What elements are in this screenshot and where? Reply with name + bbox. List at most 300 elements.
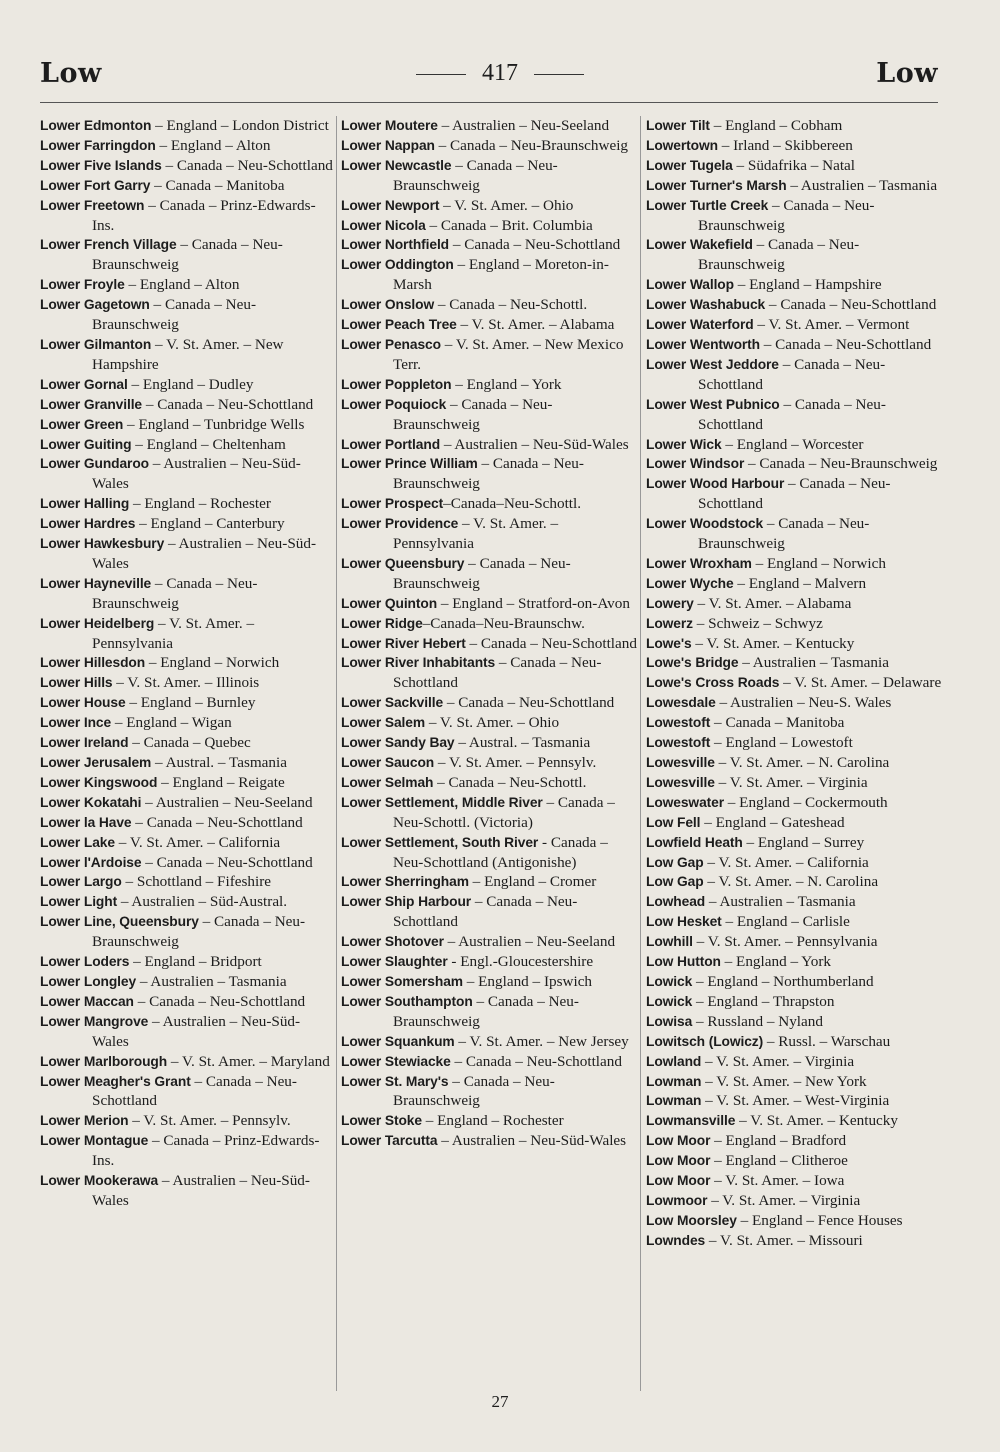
gazetteer-entry (40, 375, 336, 395)
gazetteer-entry (646, 1231, 942, 1251)
place-name: Lowitsch (Lowicz) (646, 1033, 764, 1049)
gazetteer-entry (646, 833, 942, 853)
gazetteer-entry (646, 1072, 942, 1092)
gazetteer-entry (341, 235, 637, 255)
place-name: Lower Ship Harbour (341, 894, 472, 910)
place-location: – England – Clitheroe (710, 1152, 848, 1170)
place-name: Lower Penasco (341, 336, 441, 352)
gazetteer-entry (341, 1072, 637, 1112)
gazetteer-entry (40, 136, 336, 156)
place-location: – England – Canterbury (135, 515, 285, 533)
place-name: Lower Settlement, Middle River (341, 794, 543, 810)
place-name: Lower Tarcutta (341, 1133, 438, 1149)
gazetteer-entry (646, 116, 942, 136)
gazetteer-entry (40, 494, 336, 514)
gazetteer-entry (341, 733, 637, 753)
gazetteer-entry (40, 176, 336, 196)
place-location: – Australien – Tasmania (738, 654, 889, 672)
gazetteer-entry (646, 1032, 942, 1052)
gazetteer-entry (40, 992, 336, 1012)
place-name: Lowesville (646, 774, 715, 790)
place-location: – England – Burnley (125, 694, 256, 712)
running-head-left: Low (40, 58, 102, 89)
place-name: Lower Onslow (341, 297, 435, 313)
gazetteer-entry (341, 1032, 637, 1052)
place-name: Lower Wyche (646, 575, 734, 591)
gazetteer-entry (646, 1191, 942, 1211)
place-name: Lower Slaughter (341, 954, 448, 970)
place-location: – V. St. Amer. – Pennsylvania (692, 933, 878, 951)
gazetteer-entry (40, 275, 336, 295)
place-location: – Canada – Neu-Schottl. (434, 296, 588, 314)
column-3 (646, 116, 942, 1251)
place-name: Lowick (646, 973, 693, 989)
column-divider (640, 116, 641, 1391)
place-location: – Canada – Neu-Schottl. (Victoria) (393, 793, 615, 831)
gazetteer-entry (40, 335, 336, 375)
gazetteer-entry (646, 335, 942, 355)
gazetteer-entry (40, 235, 336, 275)
gazetteer-entry (341, 514, 637, 554)
gazetteer-entry (40, 295, 336, 335)
place-location: – V. St. Amer. – Ohio (425, 714, 560, 732)
gazetteer-entry (40, 1072, 336, 1112)
place-name: Lower Gilmanton (40, 336, 152, 352)
gazetteer-entry (40, 156, 336, 176)
place-location: – Canada – Neu-Braunschweig (434, 136, 629, 154)
place-name: Lower Turner's Marsh (646, 177, 787, 193)
gazetteer-entry (341, 833, 637, 873)
place-location: – Australien – Neu-Seeland (443, 933, 616, 951)
gazetteer-entry (40, 872, 336, 892)
gazetteer-entry (646, 395, 942, 435)
place-name: Lower Nappan (341, 137, 435, 153)
place-location: – Austral. – Tasmania (151, 754, 287, 771)
place-location: – V. St. Amer. – Pennsylv. (434, 754, 597, 771)
place-name: Lower Fort Garry (40, 177, 151, 193)
gazetteer-entry (646, 713, 942, 733)
place-location: – Canada – Neu-Braunschweig (92, 296, 257, 334)
place-name: Lowland (646, 1053, 702, 1069)
gazetteer-entry (40, 773, 336, 793)
place-location: – V. St. Amer. – N. Carolina (703, 873, 879, 891)
place-name: Lower l'Ardoise (40, 854, 142, 870)
gazetteer-entry (40, 733, 336, 753)
place-name: Lower Northfield (341, 237, 450, 253)
place-name: Lower Line, Queensbury (40, 914, 199, 930)
gazetteer-entry (341, 335, 637, 375)
gazetteer-entry (646, 753, 942, 773)
place-name: Lowery (646, 595, 694, 611)
place-name: Lower Hayneville (40, 575, 152, 591)
place-name: Lower Moutere (341, 118, 438, 133)
place-location: – V. St. Amer. – New Jersey (454, 1032, 629, 1050)
place-location: – V. St. Amer. – Vermont (753, 316, 910, 334)
place-name: Lower French Village (40, 237, 177, 253)
place-location: – Canada – Neu-Braunschweig (393, 1072, 555, 1110)
place-location: – Canada – Manitoba (150, 176, 285, 194)
gazetteer-entry (646, 594, 942, 614)
gazetteer-entry (646, 435, 942, 455)
place-location: - Canada – Neu-Schottland (Antigonishe) (393, 833, 608, 871)
place-location: – V. St. Amer. – California (114, 833, 281, 851)
gazetteer-entry (40, 574, 336, 614)
place-location: – Australien – Neu-Süd-Wales (92, 535, 317, 572)
place-name: Lower St. Mary's (341, 1073, 449, 1089)
gazetteer-entry (341, 594, 637, 614)
gazetteer-entry (646, 793, 942, 813)
place-name: Lower Ince (40, 715, 112, 731)
gazetteer-entry (341, 454, 637, 494)
place-name: Lowman (646, 1073, 702, 1089)
gazetteer-entry (341, 773, 637, 793)
place-location: – Canada – Neu-Braunschweig (92, 574, 258, 612)
running-head-right: Low (876, 58, 938, 89)
gazetteer-entry (341, 255, 637, 295)
gazetteer-entry (646, 932, 942, 952)
place-name: Lower Edmonton (40, 118, 152, 133)
place-name: Lower Prospect (341, 496, 444, 512)
place-location: – Canada – Prinz-Edwards-Ins. (92, 196, 316, 234)
place-name: Lower Loders (40, 954, 130, 970)
place-name: Lower Kingswood (40, 774, 158, 790)
place-location: – Russland – Nyland (692, 1012, 823, 1030)
place-name: Lower Maccan (40, 993, 134, 1009)
place-location: – England – Lowestoft (710, 734, 853, 752)
place-location: – V. St. Amer. – Ohio (439, 196, 574, 214)
place-location: – England – Moreton-in-Marsh (393, 256, 609, 294)
place-location: – Schweiz – Schwyz (692, 614, 823, 632)
gazetteer-entry (646, 295, 942, 315)
gazetteer-entry (40, 454, 336, 494)
place-location: - Engl.-Gloucestershire (447, 953, 594, 971)
place-location: – Australien – Neu-Süd-Wales (92, 1172, 310, 1209)
place-name: Lower Gornal (40, 376, 128, 392)
place-location: – V. St. Amer. – New York (701, 1072, 867, 1090)
place-location: – Südafrika – Natal (732, 156, 856, 174)
place-name: Lower Settlement, South River (341, 834, 539, 850)
place-location: – Canada – Neu-Schottland (141, 853, 313, 871)
gazetteer-entry (341, 156, 637, 196)
place-location: – England – Cromer (468, 873, 597, 891)
place-name: Lower Waterford (646, 317, 754, 333)
place-location: – England – Alton (124, 276, 240, 294)
place-location: – Canada – Neu-Braunschweig (92, 236, 283, 274)
gazetteer-entry (646, 1171, 942, 1191)
gazetteer-entry (40, 534, 336, 574)
gazetteer-entry (646, 614, 942, 634)
gazetteer-entry (40, 1171, 336, 1211)
gazetteer-entry (341, 375, 637, 395)
place-location: – V. St. Amer. – N. Carolina (714, 754, 890, 771)
gazetteer-entry (646, 514, 942, 554)
place-location: – England – Northumberland (692, 972, 874, 990)
gazetteer-entry (40, 753, 336, 773)
gazetteer-entry (646, 235, 942, 275)
place-name: Lower Granville (40, 396, 143, 412)
place-name: Lower Largo (40, 874, 122, 890)
gazetteer-entry (646, 136, 942, 156)
place-name: Low Gap (646, 874, 704, 890)
place-name: Lower Shotover (341, 934, 444, 950)
gazetteer-entry (341, 653, 637, 693)
gazetteer-entry (40, 1052, 336, 1072)
gazetteer-entry (40, 395, 336, 415)
place-name: Lowhead (646, 894, 706, 910)
place-name: Lower Newcastle (341, 157, 452, 173)
place-name: Lower Poppleton (341, 376, 452, 392)
gazetteer-entry (646, 1111, 942, 1131)
place-name: Lowndes (646, 1232, 706, 1248)
place-name: Lower West Pubnico (646, 396, 780, 412)
place-location: – England – Alton (155, 136, 271, 154)
gazetteer-entry (646, 275, 942, 295)
place-name: Lowe's Bridge (646, 655, 739, 671)
place-location: – England – York (451, 375, 562, 393)
gazetteer-entry (341, 972, 637, 992)
gazetteer-entry (341, 793, 637, 833)
place-name: Lower Hardres (40, 516, 136, 532)
place-name: Lower Merion (40, 1113, 129, 1129)
place-name: Lower Guiting (40, 436, 132, 452)
place-name: Low Gap (646, 854, 704, 870)
place-name: Lowestoft (646, 735, 711, 751)
place-location: – England – Hampshire (733, 276, 882, 294)
place-location: – Canada – Neu-Braunschweig (698, 196, 875, 234)
place-name: Lower Windsor (646, 456, 745, 472)
place-location: – Canada – Neu-Schottland (698, 395, 886, 433)
gazetteer-entry (646, 355, 942, 395)
place-location: – England – Cockermouth (723, 793, 888, 811)
gazetteer-entry (341, 872, 637, 892)
gazetteer-entry (40, 1111, 336, 1131)
place-name: Lower Sackville (341, 695, 444, 711)
gazetteer-entry (646, 176, 942, 196)
place-location: –Canada–Neu-Braunschw. (422, 614, 585, 632)
place-location: – Canada – Neu-Schottland (133, 992, 306, 1010)
place-name: Lower Marlborough (40, 1053, 168, 1069)
place-location: – Canada – Brit. Columbia (425, 216, 593, 234)
gazetteer-entry (646, 1052, 942, 1072)
place-name: Lower Providence (341, 516, 459, 532)
place-location: – England – Bridport (129, 953, 262, 971)
place-name: Lower Wroxham (646, 555, 752, 571)
place-name: Lower Washabuck (646, 297, 766, 313)
place-location: – England – Gateshead (700, 813, 845, 831)
place-location: – Canada – Neu-Schottland (765, 296, 937, 314)
place-location: – V. St. Amer. – California (703, 853, 869, 871)
column-divider (336, 116, 337, 1391)
place-name: Lower River Hebert (341, 635, 466, 651)
column-2 (341, 116, 637, 1151)
place-location: – Canada – Neu-Braunschweig (698, 515, 870, 553)
place-name: Lowerz (646, 615, 693, 631)
place-name: Lowhill (646, 934, 693, 950)
gazetteer-entry (341, 932, 637, 952)
place-name: Lower Gundaroo (40, 456, 149, 472)
gazetteer-entry (341, 554, 637, 594)
gazetteer-entry (646, 554, 942, 574)
gazetteer-entry (40, 116, 336, 136)
gazetteer-entry (40, 912, 336, 952)
place-location: – England – Cobham (709, 117, 843, 134)
gazetteer-entry (40, 952, 336, 972)
place-location: – Australien – Neu-Süd-Wales (92, 455, 301, 493)
place-location: – V. St. Amer. – New Hampshire (92, 335, 284, 373)
gazetteer-entry (646, 733, 942, 753)
place-location: – V. St. Amer. – Pennsylvania (92, 614, 255, 652)
gazetteer-entry (646, 872, 942, 892)
column-1 (40, 116, 336, 1211)
place-location: – England – York (720, 953, 831, 971)
place-name: Lowesville (646, 755, 715, 770)
place-location: – Australien – Neu-S. Wales (715, 694, 892, 712)
place-location: – V. St. Amer. – Alabama (456, 316, 615, 334)
place-location: – Australien – Neu-Seeland (141, 793, 313, 811)
gazetteer-entry (341, 435, 637, 455)
place-location: – Canada – Quebec (128, 734, 251, 752)
place-location: – Canada – Neu-Schottland (92, 1072, 297, 1110)
place-name: Lowmoor (646, 1192, 708, 1208)
place-name: Lower Newport (341, 197, 440, 213)
place-name: Lower Saucon (341, 755, 435, 770)
place-location: – V. St. Amer. – Kentucky (691, 634, 855, 652)
place-name: Lower Hills (40, 675, 113, 691)
header-dash (416, 74, 466, 75)
place-name: Lower Light (40, 894, 118, 910)
place-name: Lower Mangrove (40, 1013, 149, 1029)
place-name: Lower West Jeddore (646, 356, 779, 372)
place-name: Lower Oddington (341, 257, 454, 273)
place-location: – V. St. Amer. – Kentucky (735, 1112, 898, 1130)
gazetteer-entry (341, 992, 637, 1032)
place-name: Lowfield Heath (646, 834, 743, 850)
place-location: – Australien – Tasmania (705, 893, 856, 911)
place-name: Lower Wentworth (646, 336, 760, 352)
place-location: – V. St. Amer. – West-Virginia (701, 1092, 890, 1110)
place-location: – Canada – Neu-Braunschweig (393, 395, 553, 433)
gazetteer-entry (40, 972, 336, 992)
place-location: – Canada – Neu-Schottland (450, 1052, 622, 1070)
place-location: – Canada – Neu-Braunschweig (698, 236, 860, 274)
gazetteer-entry (341, 494, 637, 514)
place-name: Lower Stoke (341, 1113, 422, 1129)
place-name: Lower Nicola (341, 217, 426, 233)
place-location: – Schottland – Fifeshire (121, 873, 272, 891)
place-location: – Canada – Neu-Schottland (465, 634, 637, 652)
place-location: – England – Bradford (710, 1132, 847, 1150)
place-name: Lower Woodstock (646, 516, 764, 532)
place-name: Lower Green (40, 416, 124, 432)
place-location: – Russl. – Warschau (763, 1032, 891, 1050)
place-name: Low Fell (646, 814, 701, 830)
place-location: – Canada – Neu-Braunschweig (393, 156, 558, 194)
gazetteer-entry (646, 992, 942, 1012)
gazetteer-entry (40, 793, 336, 813)
gazetteer-entry (341, 395, 637, 435)
place-location: – Canada – Neu-Schottland (393, 893, 578, 931)
place-location: – Australien – Neu-Süd-Wales (92, 1012, 301, 1050)
place-location: – Canada – Manitoba (710, 714, 845, 732)
gazetteer-entry (341, 1131, 637, 1151)
place-location: – England – Dudley (127, 375, 254, 393)
gazetteer-entry (40, 713, 336, 733)
gazetteer-entry (341, 693, 637, 713)
gazetteer-entry (341, 136, 637, 156)
place-name: Lower House (40, 695, 126, 711)
place-name: Lower Five Islands (40, 157, 162, 173)
place-location: – V. St. Amer. – Iowa (710, 1172, 845, 1190)
place-location: – Australien – Tasmania (136, 972, 287, 990)
place-location: – England – Cheltenham (131, 435, 286, 453)
place-location: – V. St. Amer. – Pennsylv. (128, 1112, 291, 1130)
place-name: Lower Wakefield (646, 237, 753, 253)
gazetteer-entry (341, 116, 637, 136)
place-name: Lower Lake (40, 834, 115, 850)
place-name: Lowick (646, 993, 693, 1009)
gazetteer-entry (646, 673, 942, 693)
place-location: – V. St. Amer. – Missouri (705, 1231, 863, 1249)
place-name: Lower Prince William (341, 456, 478, 472)
place-name: Lowertown (646, 137, 718, 153)
place-location: – Australien – Süd-Austral. (117, 893, 288, 911)
gazetteer-entry (341, 713, 637, 733)
place-name: Lower la Have (40, 814, 132, 830)
place-name: Lower Wood Harbour (646, 476, 785, 492)
place-location: – Canada – Neu-Schottland (759, 335, 932, 353)
gazetteer-entry (646, 693, 942, 713)
place-name: Lower Peach Tree (341, 317, 457, 333)
place-location: – Canada – Neu-Schottland (449, 236, 621, 254)
gazetteer-entry (646, 853, 942, 873)
gazetteer-entry (40, 196, 336, 236)
gazetteer-entry (40, 1012, 336, 1052)
place-location: – England – London District (151, 117, 329, 134)
place-location: – England – Wigan (111, 714, 232, 732)
place-location: – Australien – Tasmania (786, 176, 938, 194)
place-name: Lower Squankum (341, 1033, 455, 1049)
gazetteer-entry (646, 634, 942, 654)
gazetteer-entry (646, 912, 942, 932)
place-location: – Australien – Neu-Süd-Wales (437, 1132, 627, 1150)
place-location: – V. St. Amer. – New Mexico Terr. (393, 335, 624, 373)
place-name: Lower Wick (646, 436, 722, 452)
place-name: Lower Halling (40, 496, 130, 512)
place-name: Lower Heidelberg (40, 615, 155, 631)
gazetteer-entry (646, 1131, 942, 1151)
place-location: – Australien – Neu-Süd-Wales (440, 435, 629, 453)
gazetteer-entry (341, 196, 637, 216)
place-name: Lower Southampton (341, 993, 473, 1009)
place-name: Lower Queensbury (341, 555, 465, 571)
place-name: Lower Salem (341, 715, 426, 731)
place-name: Lower Gagetown (40, 297, 150, 313)
gazetteer-entry (40, 653, 336, 673)
gazetteer-entry (646, 196, 942, 236)
place-name: Low Hutton (646, 954, 721, 970)
place-location: –Canada–Neu-Schottl. (443, 495, 582, 513)
gazetteer-entry (646, 972, 942, 992)
gazetteer-entry (40, 853, 336, 873)
gazetteer-entry (341, 1111, 637, 1131)
place-name: Lowmansville (646, 1113, 736, 1129)
gazetteer-entry (646, 1012, 942, 1032)
place-location: – V. St. Amer. – Maryland (167, 1052, 330, 1070)
place-name: Lowe's Cross Roads (646, 675, 780, 691)
place-name: Lower Portland (341, 436, 441, 452)
place-location: – Canada – Neu-Schottland (698, 475, 891, 513)
place-name: Lower Jerusalem (40, 755, 152, 770)
